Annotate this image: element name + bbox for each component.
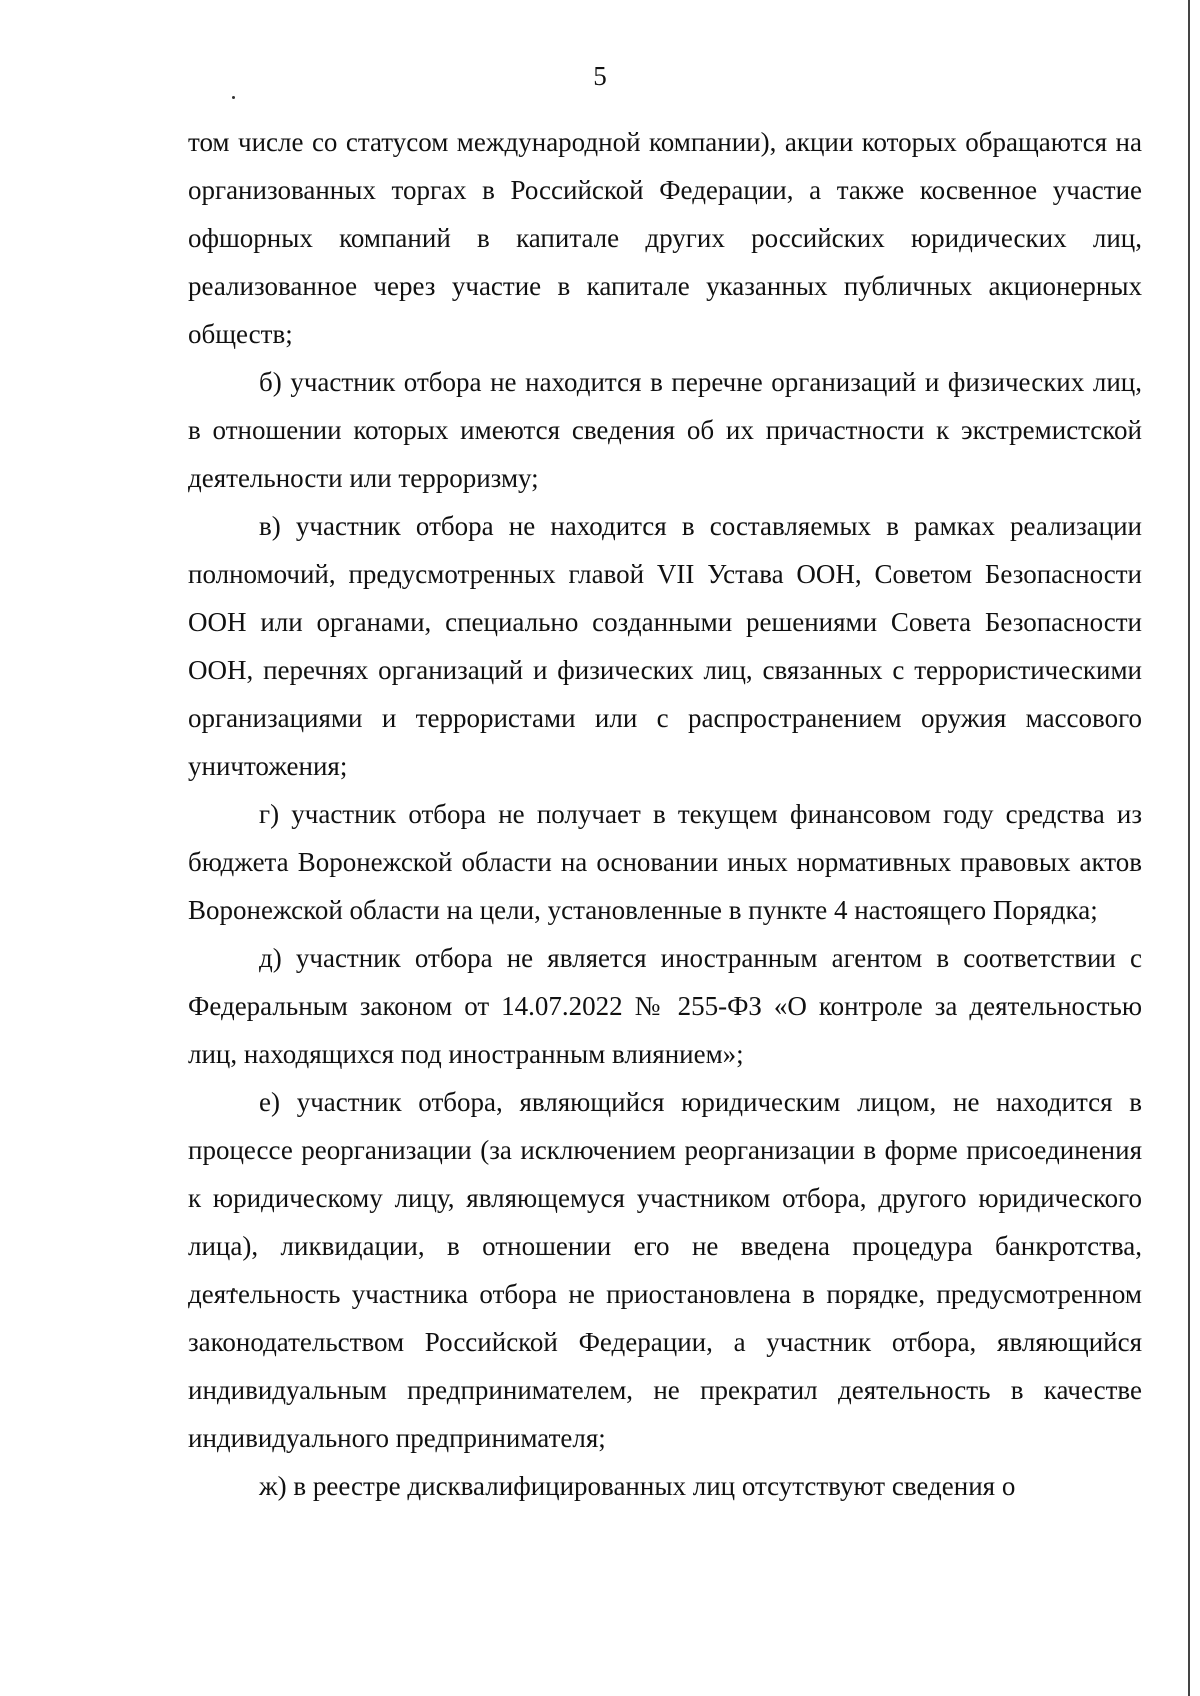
document-body: [188, 118, 1142, 1510]
paragraph-item-e: е) участник отбора, являющийся юридическим лицом, не находится в процессе реорганизации (за исключением реорганизации в форме присоединения к юридическому лицу, являющемуся участником отбора, другого юридического лица), ликвидации, в отношении его не введена процедура банкротства, деятельность участника отбора не приостановлена в порядке, предусмотренном законодательством Российской Федерации, а участник отбора, являющийся индивидуальным предпринимателем, не прекратил деятельность в качестве индивидуального предпринимателя;: [188, 1087, 1142, 1453]
paragraph-item-g: г) участник отбора не получает в текущем финансовом году средства из бюджета Воронежской области на основании иных нормативных правовых актов Воронежской области на цели, установленные в пункте 4 настоящего Порядка;: [188, 799, 1142, 925]
paragraph-item-d: д) участник отбора не является иностранным агентом в соответствии с Федеральным законом от 14.07.2022 № 255-ФЗ «О контроле за деятельностью лиц, находящихся под иностранным влиянием»;: [188, 943, 1142, 1069]
page-number: 5: [593, 61, 607, 91]
paragraph-item-b: б) участник отбора не находится в перечне организаций и физических лиц, в отношении которых имеются сведения об их причастности к экстремистской деятельности или терроризму;: [188, 367, 1142, 493]
paragraph-item-v: в) участник отбора не находится в составляемых в рамках реализации полномочий, предусмотренных главой VII Устава ООН, Советом Безопасности ООН или органами, специально созданными решениями Совета Безопасности ООН, перечнях организаций и физических лиц, связанных с террористическими организациями и террористами или с распространением оружия массового уничтожения;: [188, 511, 1142, 781]
scan-edge-line: [1188, 0, 1190, 1696]
scan-speck: [232, 96, 235, 99]
paragraph-continuation: том числе со статусом международной компании), акции которых обращаются на организованных торгах в Российской Федерации, а также косвенное участие офшорных компаний в капитале других российских юридических лиц, реализованное через участие в капитале указанных публичных акционерных обществ;: [188, 127, 1142, 349]
paragraph-item-zh: ж) в реестре дисквалифицированных лиц отсутствуют сведения о: [259, 1471, 1016, 1501]
